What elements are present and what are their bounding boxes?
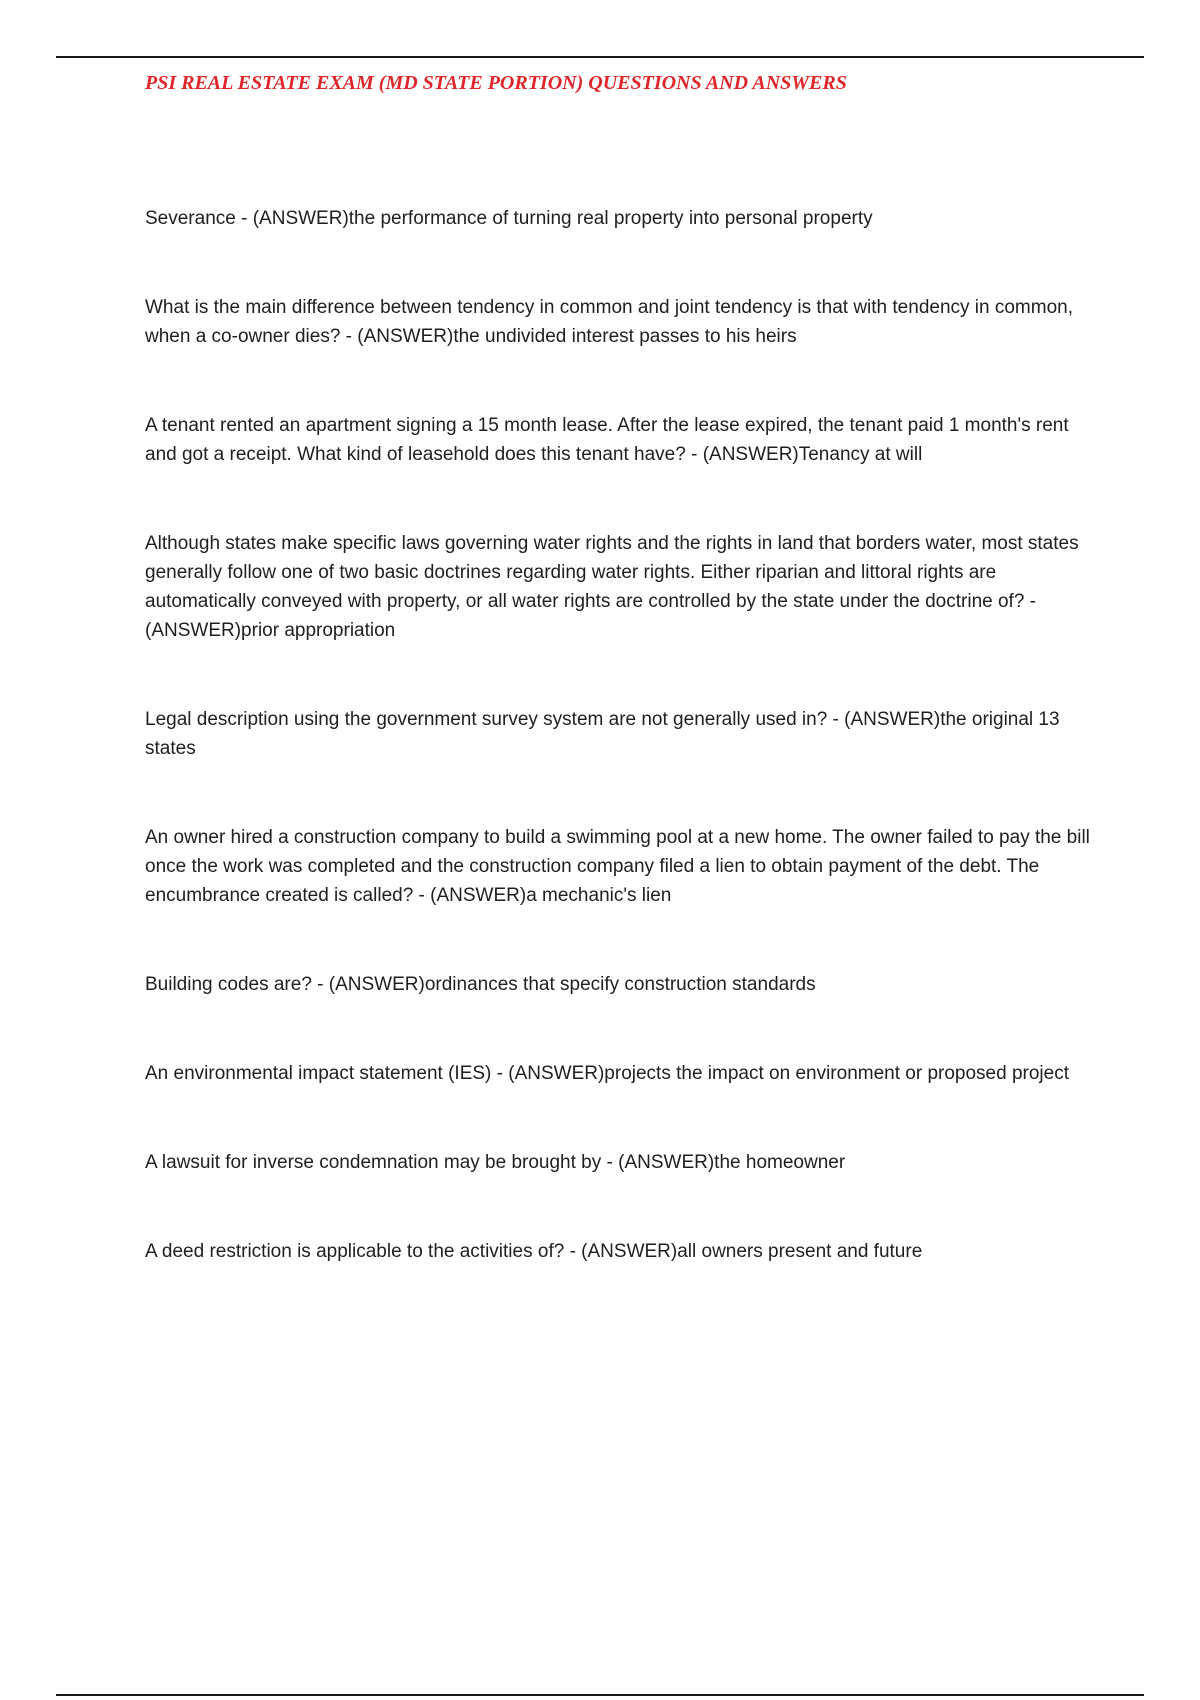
qa-item-mechanics-lien: An owner hired a construction company to build a swimming pool at a new home. The owner failed to pay the bill once the work was completed and the construction company filed a lien to obtain payment of the debt. The encumbrance created is called? - (ANSWER)a mechanic's lien: [145, 827, 1090, 906]
qa-item-deed-restriction: A deed restriction is applicable to the activities of? - (ANSWER)all owners present and future: [145, 1241, 923, 1262]
qa-item-inverse-condemnation: A lawsuit for inverse condemnation may be brought by - (ANSWER)the homeowner: [145, 1152, 846, 1173]
bottom-rule: [56, 1694, 1144, 1696]
qa-item-government-survey: Legal description using the government survey system are not generally used in? - (ANSWER)the original 13 states: [145, 709, 1060, 759]
qa-item-water-rights: Although states make specific laws governing water rights and the rights in land that borders water, most states generally follow one of two basic doctrines regarding water rights. Either riparian and littoral rights are automatically conveyed with property, or all water rights are controlled by the state under the doctrine of? - (ANSWER)prior appropriation: [145, 533, 1079, 641]
qa-item-leasehold: A tenant rented an apartment signing a 15 month lease. After the lease expired, the tenant paid 1 month's rent and got a receipt. What kind of leasehold does this tenant have? - (ANSWER)Tenancy at will: [145, 415, 1069, 465]
document-title: PSI REAL ESTATE EXAM (MD STATE PORTION) QUESTIONS AND ANSWERS: [145, 72, 847, 94]
qa-item-severance: Severance - (ANSWER)the performance of turning real property into personal property: [145, 208, 873, 229]
qa-list: [145, 204, 1090, 1326]
qa-item-environmental-impact: An environmental impact statement (IES) - (ANSWER)projects the impact on environment or proposed project: [145, 1063, 1069, 1084]
top-rule: [56, 56, 1144, 58]
qa-item-building-codes: Building codes are? - (ANSWER)ordinances that specify construction standards: [145, 974, 816, 995]
qa-item-tenancy-in-common: What is the main difference between tendency in common and joint tendency is that with tendency in common, when a co-owner dies? - (ANSWER)the undivided interest passes to his heirs: [145, 297, 1073, 347]
